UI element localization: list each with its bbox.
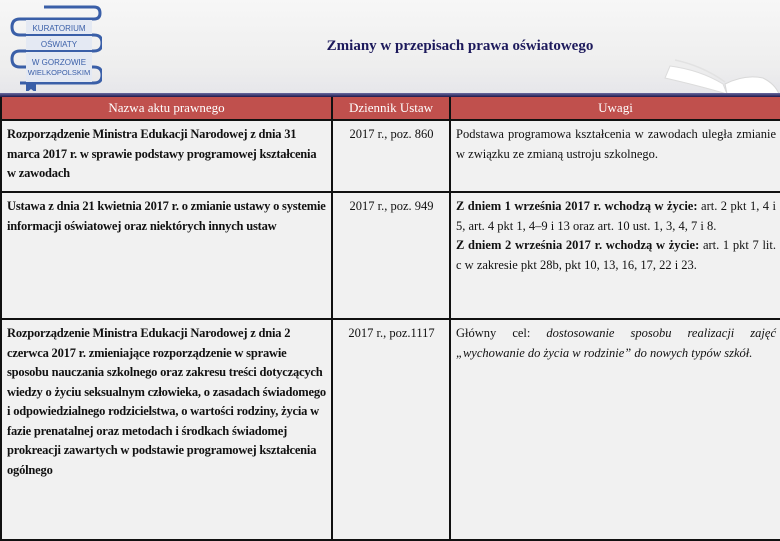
- legal-acts-table: [0, 97, 780, 541]
- column-header-notes: Uwagi: [450, 97, 780, 120]
- table-header-row: [1, 97, 780, 120]
- column-header-act-name: Nazwa aktu prawnego: [1, 97, 332, 120]
- journal-cell: 2017 r., poz.1117: [332, 319, 450, 540]
- act-name-cell: Rozporządzenie Ministra Edukacji Narodowej z dnia 2 czerwca 2017 r. zmieniające rozporządzenie w sprawie sposobu nauczania szkolnego oraz zakresu treści dotyczących wiedzy o życiu seksualnym człowieka, o zasadach świadomego i odpowiedzialnego rodzicielstwa, o wartości rodziny, życia w fazie prenatalnej oraz metodach i środkach świadomej prokreacji zawartych w podstawie programowej kształcenia ogólnego: [1, 319, 332, 540]
- effective-articles-2: art. 1 pkt 7 lit. c w zakresie pkt 28b, pkt 10, 13, 16, 17, 22 i 23.: [456, 238, 777, 272]
- svg-text:WIELKOPOLSKIM: WIELKOPOLSKIM: [27, 68, 91, 77]
- notes-cell: [450, 120, 780, 192]
- journal-cell: 2017 r., poz. 949: [332, 192, 450, 319]
- notes-goal: dostosowanie sposobu realizacji zajęć „wychowanie do życia w rodzinie” do nowych typów szkół.: [456, 326, 776, 360]
- notes-cell: [450, 319, 780, 540]
- effective-articles-1: art. 2 pkt 1, 4 i 5, art. 4 pkt 1, 4–9 i 13 oraz art. 10 ust. 1, 3, 4, 7 i 8.: [456, 199, 777, 233]
- svg-text:OŚWIATY: OŚWIATY: [40, 40, 78, 49]
- journal-cell: 2017 r., poz. 860: [332, 120, 450, 192]
- table-row: [1, 120, 780, 192]
- svg-text:KURATORIUM: KURATORIUM: [32, 24, 86, 33]
- notes-cell: [450, 192, 780, 319]
- notes-label: Główny cel:: [456, 326, 547, 340]
- table-row: [1, 319, 780, 540]
- open-book-icon: [645, 56, 780, 96]
- slide-header: [0, 0, 780, 94]
- act-name-cell: Rozporządzenie Ministra Edukacji Narodowej z dnia 31 marca 2017 r. w sprawie podstawy programowej kształcenia w zawodach: [1, 120, 332, 192]
- notes-text: Podstawa programowa kształcenia w zawodach uległa zmianie w związku ze zmianą ustroju szkolnego.: [456, 127, 776, 161]
- svg-text:W GORZOWIE: W GORZOWIE: [31, 58, 87, 67]
- table-row: [1, 192, 780, 319]
- effective-date-1: Z dniem 1 września 2017 r. wchodzą w życie:: [456, 199, 698, 213]
- column-header-journal: Dziennik Ustaw: [332, 97, 450, 120]
- page-title: Zmiany w przepisach prawa oświatowego: [326, 38, 594, 54]
- effective-date-2: Z dniem 2 września 2017 r. wchodzą w życie:: [456, 238, 700, 252]
- act-name-cell: Ustawa z dnia 21 kwietnia 2017 r. o zmianie ustawy o systemie informacji oświatowej oraz niektórych innych ustaw: [1, 192, 332, 319]
